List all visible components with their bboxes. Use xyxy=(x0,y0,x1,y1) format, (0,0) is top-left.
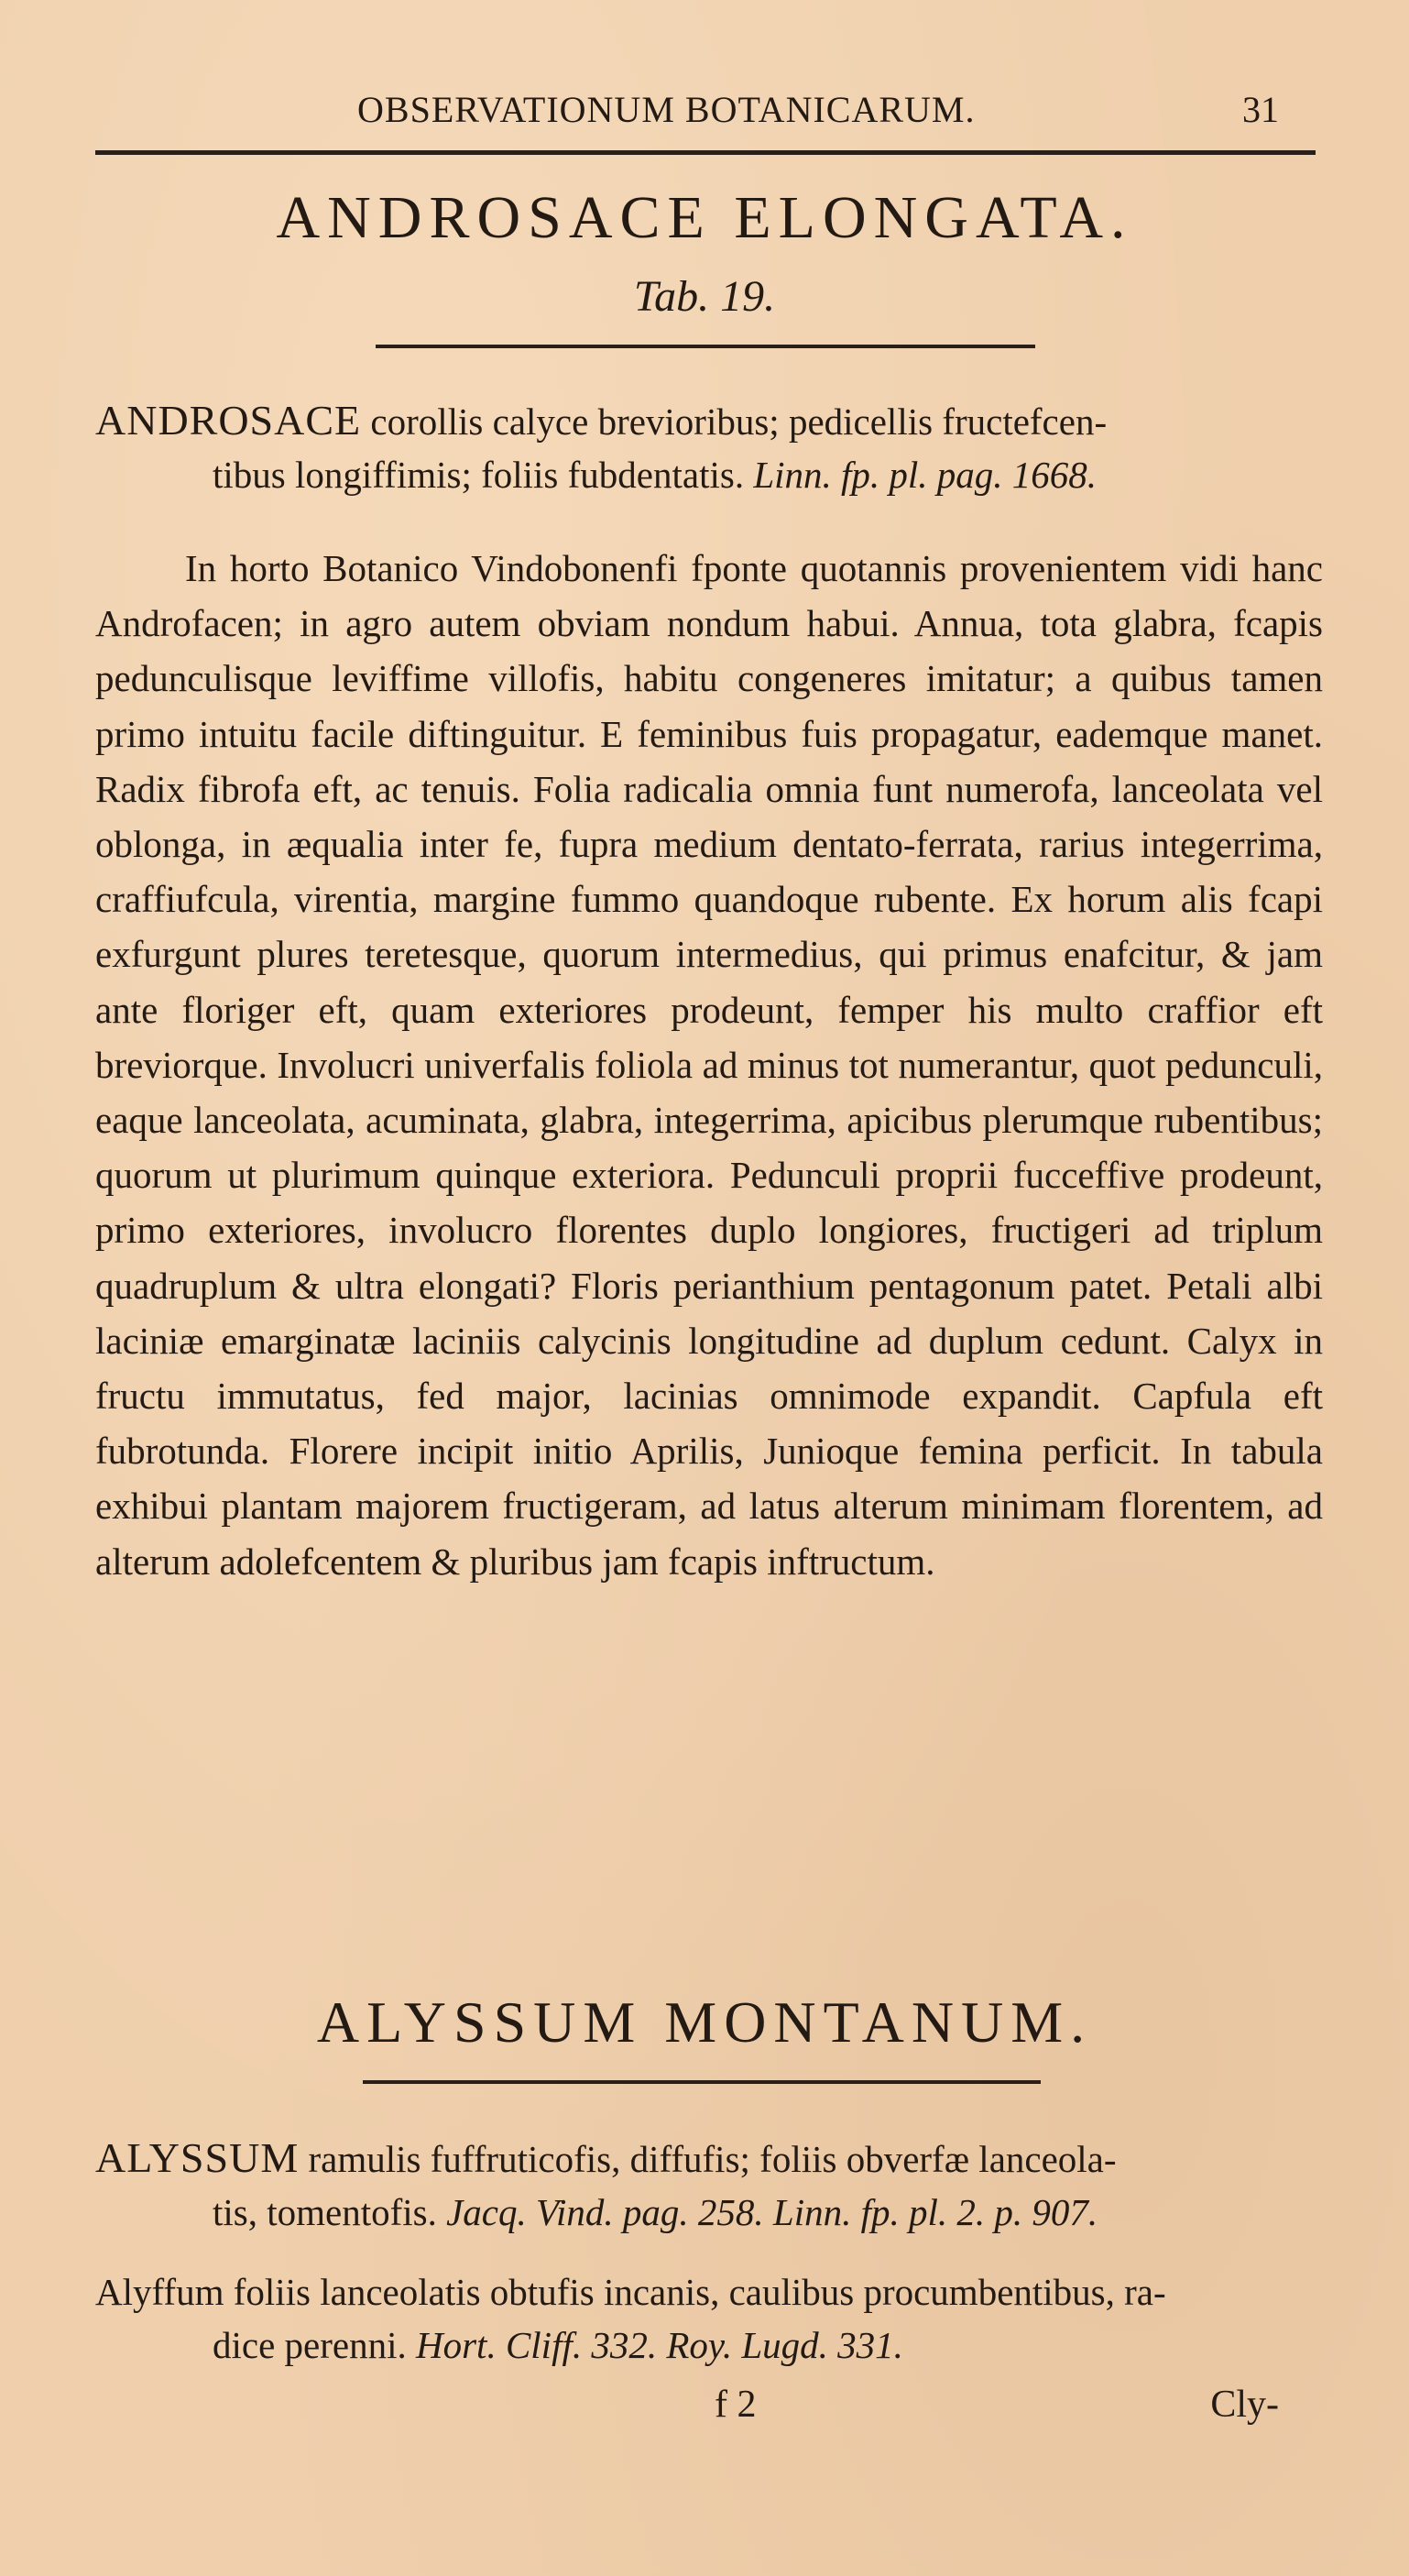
header-rule xyxy=(95,150,1316,155)
signature-mark: f 2 xyxy=(715,2384,757,2426)
page-number: 31 xyxy=(1242,89,1279,130)
synonym-citation: Hort. Cliff. 332. Roy. Lugd. 331. xyxy=(415,2324,903,2366)
diagnosis-text-line2: tis, tomentofis. xyxy=(213,2191,447,2233)
diagnosis-alyssum xyxy=(95,2132,1323,2239)
diagnosis-continuation xyxy=(95,448,1323,501)
diagnosis-text-line1: ramulis fuffruticofis, diffufis; foliis obverfæ lanceola- xyxy=(299,2138,1117,2180)
diagnosis-text-line1: corollis calyce brevioribus; pedicellis fructefcen- xyxy=(361,400,1108,443)
section-title-rule xyxy=(363,2080,1041,2084)
section-title-rule xyxy=(376,345,1035,348)
synonym-text-line2: dice perenni. xyxy=(213,2324,416,2366)
page-footer xyxy=(0,2383,1409,2438)
diagnosis-citation: Linn. fp. pl. pag. 1668. xyxy=(753,454,1098,496)
diagnosis-continuation xyxy=(95,2186,1323,2239)
catchword: Cly- xyxy=(1210,2384,1279,2426)
diagnosis-citation: Jacq. Vind. pag. 258. Linn. fp. pl. 2. p. 907. xyxy=(446,2191,1098,2233)
diagnosis-androsace xyxy=(95,394,1323,501)
synonym-alyssum xyxy=(95,2265,1323,2372)
section-title-androsace: ANDROSACE ELONGATA. xyxy=(276,184,1133,251)
diagnosis-genus: ANDROSACE xyxy=(95,397,362,444)
synonym-continuation xyxy=(95,2318,1323,2372)
running-head xyxy=(101,88,1310,143)
synonym-text-line1: Alyffum foliis lanceolatis obtufis incanis, caulibus procumbentibus, ra- xyxy=(95,2271,1166,2313)
diagnosis-genus: ALYSSUM xyxy=(95,2134,300,2181)
description-paragraph: In horto Botanico Vindobonenfi fponte quotannis provenientem vidi hanc Androfacen; in agro autem obviam nondum habui. Annua, tota glabra, fcapis pedunculisque leviffime villofis, habitu congeneres imitatur; a quibus tamen primo intuitu facile diftinguitur. E feminibus fuis propagatur, eademque manet. Radix fibrofa eft, ac tenuis. Folia radicalia omnia funt numerofa, lanceolata vel oblonga, in æqualia inter fe, fupra medium dentato-ferrata, rarius integerrima, craffiufcula, virentia, margine fummo quandoque rubente. Ex horum alis fcapi exfurgunt plures teretesque, quorum intermedius, qui primus enafcitur, & jam ante floriger eft, quam exteriores prodeunt, femper his multo craffior eft breviorque. Involucri univerfalis foliola ad minus tot numerantur, quot pedunculi, eaque lanceolata, acuminata, glabra, integerrima, apicibus plerumque rubentibus; quorum ut plurimum quinque exteriora. Pedunculi proprii fucceffive prodeunt, primo exteriores, involucro florentes duplo longiores, fructigeri ad triplum quadruplum & ultra elongati? Floris perianthium pentagonum patet. Petali albi laciniæ emarginatæ laciniis calycinis longitudine ad duplum cedunt. Calyx in fructu immutatus, fed major, lacinias omnimode expandit. Capfula eft fubrotunda. Florere incipit initio Aprilis, Junioque femina perficit. In tabula exhibui plantam majorem fructigeram, ad latus alterum minimam florentem, ad alterum adolefcentem & pluribus jam fcapis inftructum. xyxy=(95,547,1323,1583)
diagnosis-text-line2: tibus longiffimis; foliis fubdentatis. xyxy=(213,454,754,496)
section-title-alyssum: ALYSSUM MONTANUM. xyxy=(316,1990,1093,2055)
running-title: OBSERVATIONUM BOTANICARUM. xyxy=(357,89,976,130)
plate-reference: Tab. 19. xyxy=(633,272,776,321)
